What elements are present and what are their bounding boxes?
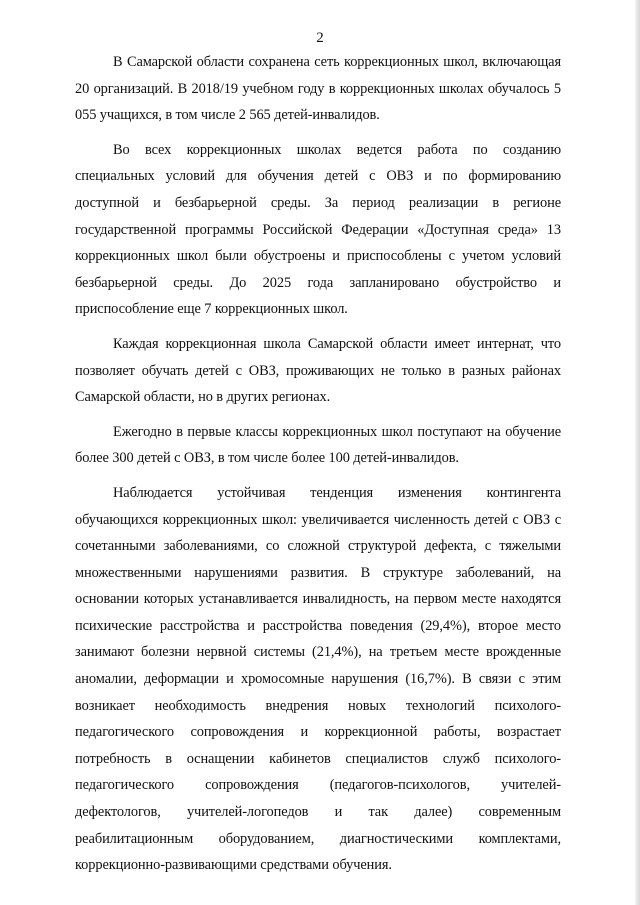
paragraph-contingent-trends: Наблюдается устойчивая тенденция изменения контингента обучающихся коррекционных школ: увеличивается численность детей с ОВЗ с сочетанными заболеваниями, со сложной структурой дефекта, с тяжелыми множественными нарушениями развития. В структуре заболеваний, на основании которых устанавливается инвалидность, на первом месте находятся психические расстройства и расстройства поведения (29,4%), второе место занимают болезни нервной системы (21,4%), на третьем месте врожденные аномалии, деформации и хромосомные нарушения (16,7%). В связи с этим возникает необходимость внедрения новых технологий психолого-педагогического сопровождения и коррекционной работы, возрастает потребность в оснащении кабинетов специалистов служб психолого-педагогического сопровождения (педагогов-психологов, учителей-дефектологов, учителей-логопедов и так далее) современным реабилитационным оборудованием, диагностическими комплектами, коррекционно-развивающими средствами обучения.	[75, 484, 561, 874]
paragraph-boarding-schools: Каждая коррекционная школа Самарской области имеет интернат, что позволяет обучать детей с ОВЗ, проживающих не только в разных районах Самарской области, но в других регионах.	[75, 335, 561, 406]
paragraph-accessible-environment: Во всех коррекционных школах ведется работа по созданию специальных условий для обучения детей с ОВЗ и по формированию доступной и безбарьерной среды. За период реализации в регионе государственной программы Российской Федерации «Доступная среда» 13 коррекционных школ были обустроены и приспособлены с учетом условий безбарьерной среды. До 2025 года запланировано обустройство и приспособление еще 7 коррекционных школ.	[75, 141, 561, 318]
page-number: 2	[316, 30, 324, 46]
document-body	[75, 49, 561, 887]
paragraph-correctional-schools-network: В Самарской области сохранена сеть коррекционных школ, включающая 20 организаций. В 2018/19 учебном году в коррекционных школах обучалось 5 055 учащихся, в том числе 2 565 детей-инвалидов.	[75, 54, 561, 124]
paragraph-annual-enrollment: Ежегодно в первые классы коррекционных школ поступают на обучение более 300 детей с ОВЗ, в том числе более 100 детей-инвалидов.	[75, 423, 561, 467]
scan-edge-shadow	[635, 0, 640, 905]
